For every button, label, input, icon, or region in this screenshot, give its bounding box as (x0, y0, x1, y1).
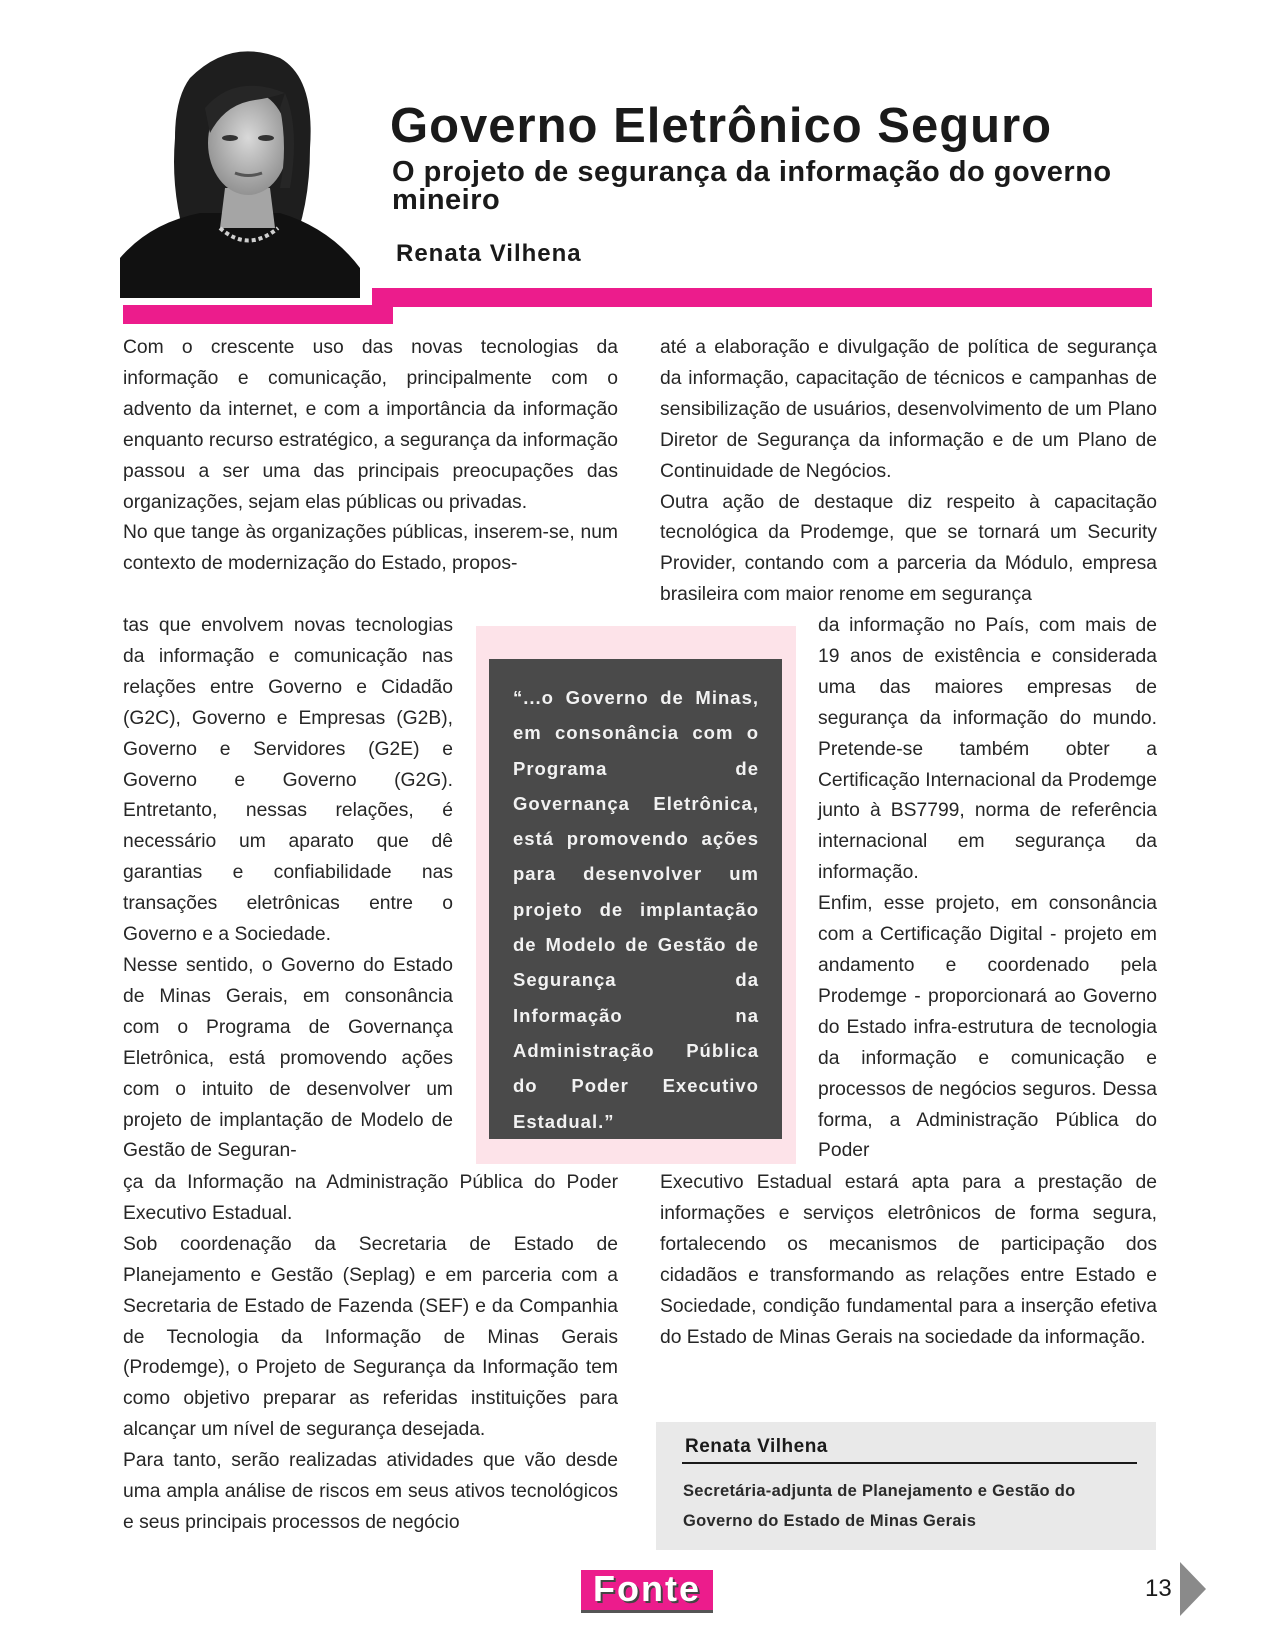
pull-quote-text: “...o Governo de Minas, em consonância com o Programa de Governança Eletrônica, está promovendo ações para desenvolver um projeto de implantação de Modelo de Gestão de Segurança da Informação na Administração Pública do Poder Executivo Estadual.” (513, 687, 759, 1132)
article-title: Governo Eletrônico Seguro (390, 99, 1053, 153)
body-column-left-bottom (123, 1168, 618, 1539)
paragraph: Para tanto, serão realizadas atividades que vão desde uma ampla análise de riscos em seus ativos tecnológicos e seus principais processos de negócio (123, 1450, 618, 1533)
paragraph: ça da Informação na Administração Pública do Poder Executivo Estadual. (123, 1172, 618, 1224)
paragraph: Com o crescente uso das novas tecnologias da informação e comunicação, principalmente com o advento da internet, e com a importância da informação enquanto recurso estratégico, a segurança da informação passou a ser uma das principais preocupações das organizações, sejam elas públicas ou privadas. (123, 337, 618, 513)
paragraph: Enfim, esse projeto, em consonância com a Certificação Digital - projeto em andamento e coordenado pela Prodemge - proporcionará ao Governo do Estado infra-estrutura de tecnologia da informação e comunicação e processos de negócios seguros. Dessa forma, a Administração Pública do Poder (818, 893, 1157, 1162)
portrait-image (120, 38, 360, 298)
page-arrow-icon (1180, 1562, 1206, 1616)
body-column-left-middle (123, 611, 453, 1167)
paragraph: tas que envolvem novas tecnologias da informação e comunicação nas relações entre Governo e Cidadão (G2C), Governo e Empresas (G2B), Governo e Servidores (G2E) e Governo e Governo (G2G). Entretanto, nessas relações, é necessário um aparato que dê garantias e confiabilidade nas transações eletrônicas entre o Governo e a Sociedade. (123, 615, 453, 946)
author-bio-role: Secretária-adjunta de Planejamento e Gestão do Governo do Estado de Minas Gerais (683, 1482, 1076, 1530)
paragraph: Sob coordenação da Secretaria de Estado de Planejamento e Gestão (Seplag) e em parceria com a Secretaria de Estado de Fazenda (SEF) e da Companhia de Tecnologia da Informação de Minas Gerais (Prodemge), o Projeto de Segurança da Informação tem como objetivo preparar as referidas instituições para alcançar um nível de segurança desejada. (123, 1233, 618, 1441)
author-bio-divider (682, 1462, 1137, 1464)
page-number: 13 (1145, 1575, 1172, 1602)
author-photo (120, 38, 360, 298)
accent-bar-top (372, 288, 1152, 307)
paragraph: Executivo Estadual estará apta para a prestação de informações e serviços eletrônicos de forma segura, fortalecendo os mecanismos de participação dos cidadãos e transformando as relações entre Estado e Sociedade, condição fundamental para a inserção efetiva do Estado de Minas Gerais na sociedade da informação. (660, 1172, 1157, 1348)
article-subtitle: O projeto de segurança da informação do governo mineiro (392, 156, 1112, 216)
author-bio-name: Renata Vilhena (685, 1436, 828, 1457)
paragraph: Outra ação de destaque diz respeito à capacitação tecnológica da Prodemge, que se tornará um Security Provider, contando com a parceria da Módulo, empresa brasileira com maior renome em segurança (660, 491, 1157, 606)
accent-bar-photo (123, 305, 393, 324)
body-column-right-bottom (660, 1168, 1157, 1353)
paragraph: Nesse sentido, o Governo do Estado de Minas Gerais, em consonância com o Programa de Governança Eletrônica, está promovendo ações com o intuito de desenvolver um projeto de implantação de Modelo de Gestão de Seguran- (123, 954, 453, 1162)
article-author: Renata Vilhena (396, 240, 582, 267)
body-column-left-top (123, 333, 618, 580)
body-column-right-top (660, 333, 1157, 611)
magazine-logo-text: Fonte (593, 1568, 701, 1609)
paragraph: da informação no País, com mais de 19 anos de existência e considerada uma das maiores empresas de segurança da informação do mundo. Pretende-se também obter a Certificação Internacional da Prodemge junto à BS7799, norma de referência internacional em segurança da informação. (818, 615, 1157, 884)
paragraph: até a elaboração e divulgação de política de segurança da informação, capacitação de técnicos e campanhas de sensibilização de usuários, desenvolvimento de um Plano Diretor de Segurança da informação e de um Plano de Continuidade de Negócios. (660, 337, 1157, 482)
paragraph: No que tange às organizações públicas, inserem-se, num contexto de modernização do Estado, propos- (123, 522, 618, 575)
body-column-right-middle (818, 611, 1157, 1167)
